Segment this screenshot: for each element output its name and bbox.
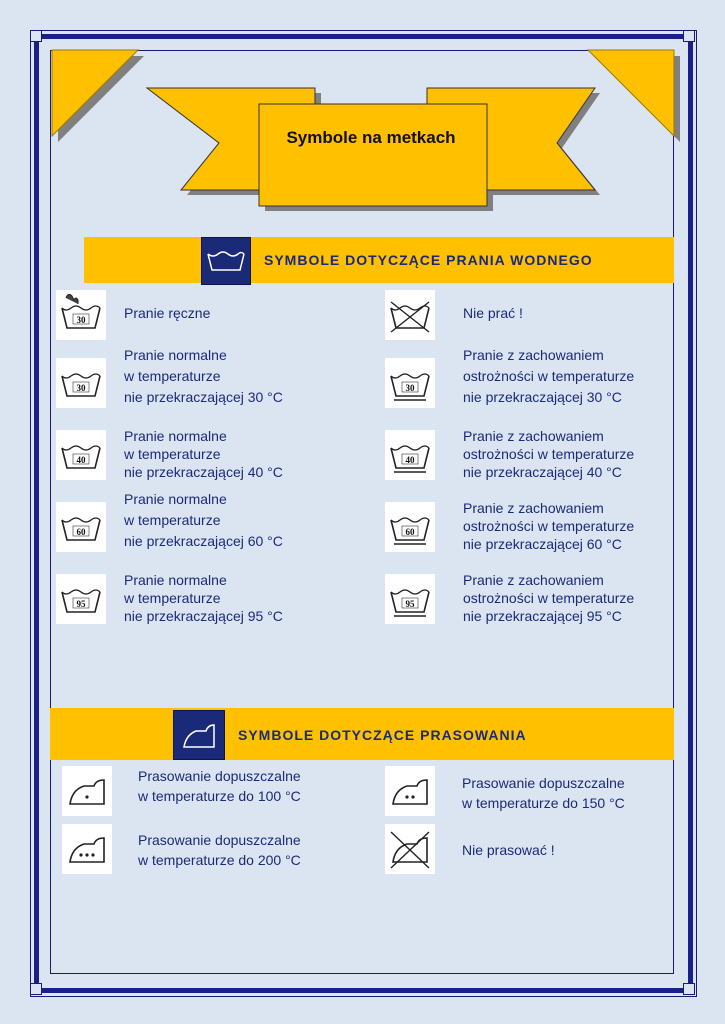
iron-band-icon [173,710,225,760]
wash-normal-95-icon [56,574,106,624]
wash-normal-60-icon [56,502,106,552]
washing-section-title: SYMBOLE DOTYCZĄCE PRANIA WODNEGO [264,252,593,268]
washing-item-label [463,499,634,553]
washing-item-label [124,489,283,552]
label-line: nie przekraczającej 40 °C [463,464,622,480]
label-line: Pranie normalne [124,428,227,444]
hand-wash-icon [56,290,106,340]
washing-item-label [124,345,283,408]
ironing-item-label [138,830,301,870]
wash-gentle-30-icon [385,358,435,408]
label-line: w temperaturze [124,590,221,606]
label-line: ostrożności w temperaturze [463,518,635,534]
label-line: Pranie ręczne [124,305,211,321]
svg-text:30: 30 [76,315,86,325]
washing-item-label [463,427,634,481]
iron-two-dots-icon [385,766,435,816]
ironing-item-label [462,773,625,813]
wash-normal-40-icon [56,430,106,480]
iron-three-dots-icon [62,824,112,874]
svg-text:60: 60 [405,527,415,537]
label-line: Nie prać ! [463,305,523,321]
label-line: w temperaturze do 100 °C [138,788,301,804]
washing-item-label [463,345,634,408]
no-wash-icon [385,290,435,340]
wash-gentle-95-icon [385,574,435,624]
label-line: Prasowanie dopuszczalne [138,768,301,784]
label-line: Nie prasować ! [462,842,555,858]
label-line: w temperaturze do 150 °C [462,795,625,811]
label-line: nie przekraczającej 30 °C [463,389,622,405]
label-line: Prasowanie dopuszczalne [462,775,625,791]
label-line: ostrożności w temperaturze [463,368,635,384]
label-line: nie przekraczającej 60 °C [124,533,283,549]
svg-text:40: 40 [405,455,415,465]
svg-text:60: 60 [76,527,86,537]
svg-text:95: 95 [405,599,415,609]
wash-gentle-40-icon [385,430,435,480]
washing-item-label [463,304,523,322]
washing-item-label [124,571,283,625]
wash-normal-30-icon [56,358,106,408]
svg-text:40: 40 [76,455,86,465]
label-line: Prasowanie dopuszczalne [138,832,301,848]
label-line: nie przekraczającej 95 °C [124,608,283,624]
wash-tub-icon [201,237,251,285]
label-line: Pranie normalne [124,572,227,588]
svg-text:30: 30 [76,383,86,393]
ironing-item-label [138,766,301,806]
label-line: Pranie normalne [124,347,227,363]
svg-text:95: 95 [76,599,86,609]
label-line: Pranie z zachowaniem [463,500,604,516]
label-line: w temperaturze do 200 °C [138,852,301,868]
label-line: ostrożności w temperaturze [463,446,635,462]
label-line: w temperaturze [124,512,221,528]
svg-text:30: 30 [405,383,415,393]
label-line: w temperaturze [124,446,221,462]
ironing-item-label [462,840,555,860]
iron-one-dot-icon [62,766,112,816]
label-line: nie przekraczającej 30 °C [124,389,283,405]
label-line: nie przekraczającej 40 °C [124,464,283,480]
label-line: w temperaturze [124,368,221,384]
label-line: Pranie z zachowaniem [463,572,604,588]
washing-item-label [124,304,210,322]
label-line: Pranie z zachowaniem [463,428,604,444]
label-line: Pranie z zachowaniem [463,347,604,363]
no-iron-icon [385,824,435,874]
wash-gentle-60-icon [385,502,435,552]
label-line: Pranie normalne [124,491,227,507]
label-line: nie przekraczającej 95 °C [463,608,622,624]
label-line: ostrożności w temperaturze [463,590,635,606]
label-line: nie przekraczającej 60 °C [463,536,622,552]
ironing-section-title: SYMBOLE DOTYCZĄCE PRASOWANIA [238,727,527,743]
page-title: Symbole na metkach [286,128,456,147]
washing-item-label [463,571,634,625]
washing-item-label [124,427,283,481]
